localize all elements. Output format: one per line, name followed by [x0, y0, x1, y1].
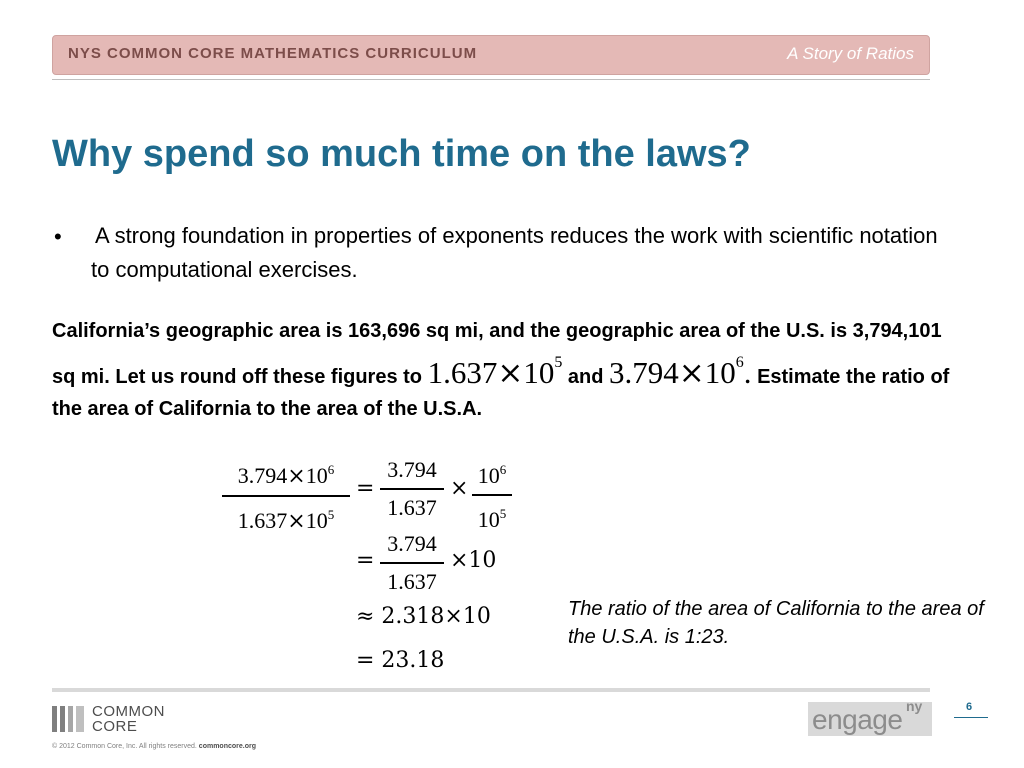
- page-number-underline: [954, 717, 988, 718]
- bullet-text-content: A strong foundation in properties of exponents reduces the work with scientific notation to computational exercises.: [91, 223, 938, 282]
- engageny-logo-text: engage: [812, 704, 903, 735]
- header-divider: [52, 79, 930, 80]
- scientific-value-2: $3.794\times 10^6$.: [609, 354, 752, 391]
- fraction-simplified: 3.794 1.637: [380, 530, 444, 596]
- problem-statement: [52, 315, 962, 425]
- page-number: 6: [966, 701, 973, 713]
- footer-divider: [52, 688, 930, 692]
- scientific-value-1: $1.637\times 10^5$: [427, 354, 563, 391]
- copyright: © 2012 Common Core, Inc. All rights reserved. commoncore.org: [52, 743, 256, 750]
- curriculum-title: NYS COMMON CORE MATHEMATICS CURRICULUM: [68, 45, 478, 62]
- engageny-logo-sup: ny: [906, 698, 923, 714]
- equals-sign: =: [356, 548, 375, 573]
- conclusion-text: The ratio of the area of California to the area of the U.S.A. is 1:23.: [568, 598, 984, 648]
- slide-title: Why spend so much time on the laws?: [52, 133, 751, 175]
- problem-text-1: California’s geographic area is 163,696 sq mi, and the geographic area of the U.S. is 3,794,101 sq mi. Let us round off these figures to: [52, 320, 942, 388]
- fraction-original: $3.794\times 10^6$ $1.637\times 10^5$: [222, 456, 350, 536]
- common-core-logo-text: COMMON CORE: [92, 703, 165, 735]
- problem-text-2: Estimate the ratio of the area of California to the area of the U.S.A.: [52, 366, 950, 420]
- result-step: = 23.18: [356, 648, 445, 673]
- common-core-logo-icon: [52, 706, 86, 732]
- step2-tail: ×10: [450, 548, 497, 573]
- problem-and: and: [567, 366, 604, 388]
- approx-step: ≈ 2.318×10: [356, 604, 491, 629]
- times-sign: ×: [450, 476, 469, 501]
- equals-sign: =: [356, 476, 375, 501]
- fraction-mantissa: 3.794 1.637: [380, 456, 444, 522]
- fraction-powers: $10^6$ $10^5$: [472, 456, 512, 534]
- module-title: A Story of Ratios: [787, 44, 914, 63]
- bullet-icon: •: [54, 224, 62, 249]
- bullet-text: [91, 219, 951, 287]
- copyright-site-link: commoncore.org: [198, 743, 256, 750]
